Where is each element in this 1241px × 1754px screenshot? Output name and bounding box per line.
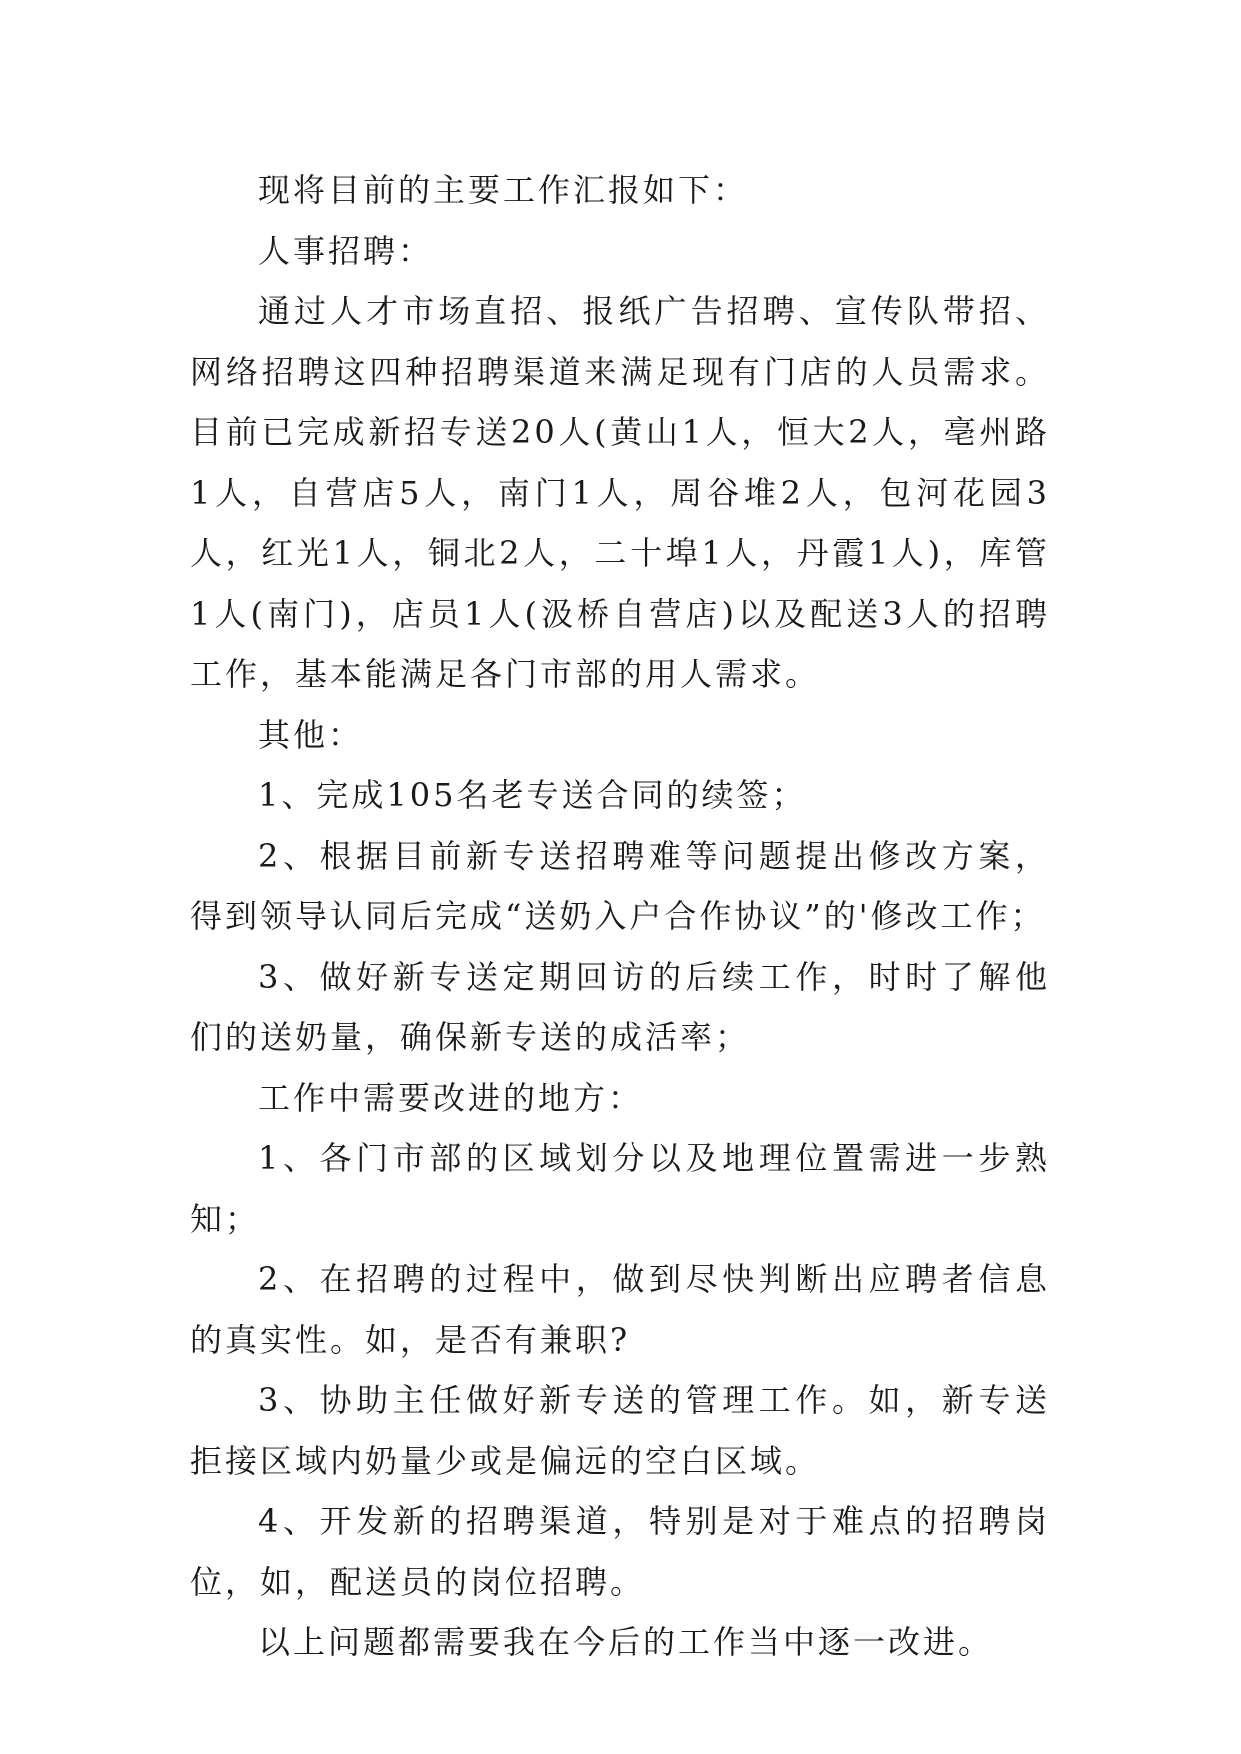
improvement-item-2: 2、在招聘的过程中，做到尽快判断出应聘者信息的真实性。如，是否有兼职? — [190, 1260, 1050, 1359]
improvement-item-4: 4、开发新的招聘渠道，特别是对于难点的招聘岗位，如，配送员的岗位招聘。 — [190, 1502, 1050, 1601]
intro-paragraph: 现将目前的主要工作汇报如下： — [258, 171, 749, 209]
other-item-3: 3、做好新专送定期回访的后续工作，时时了解他们的送奶量，确保新专送的成活率； — [190, 957, 1050, 1056]
improvement-item-1: 1、各门市部的区域划分以及地理位置需进一步熟知； — [190, 1139, 1050, 1238]
section-heading-recruitment: 人事招聘： — [258, 231, 434, 270]
other-item-2: 2、根据目前新专送招聘难等问题提出修改方案，得到领导认同后完成“送奶入户合作协议”的'修改工作； — [190, 836, 1050, 935]
recruitment-paragraph: 通过人才市场直招、报纸广告招聘、宣传队带招、网络招聘这四种招聘渠道来满足现有门店的人员需求。目前已完成新招专送20人(黄山1人，恒大2人，亳州路1人，自营店5人，南门1人，周谷堆2人，包河花园3人，红光1人，铜北2人，二十埠1人，丹霞1人)，库管1人(南门)，店员1人(汲桥自营店)以及配送3人的招聘工作，基本能满足各门市部的用人需求。 — [190, 292, 1050, 693]
section-heading-improvements: 工作中需要改进的地方： — [258, 1078, 644, 1117]
document-page — [190, 160, 1050, 1673]
closing-paragraph: 以上问题都需要我在今后的工作当中逐一改进。 — [258, 1623, 994, 1661]
other-item-1: 1、完成105名老专送合同的续签； — [258, 776, 807, 814]
section-heading-other: 其他： — [258, 715, 364, 754]
improvement-item-3: 3、协助主任做好新专送的管理工作。如，新专送拒接区域内奶量少或是偏远的空白区域。 — [190, 1381, 1050, 1480]
